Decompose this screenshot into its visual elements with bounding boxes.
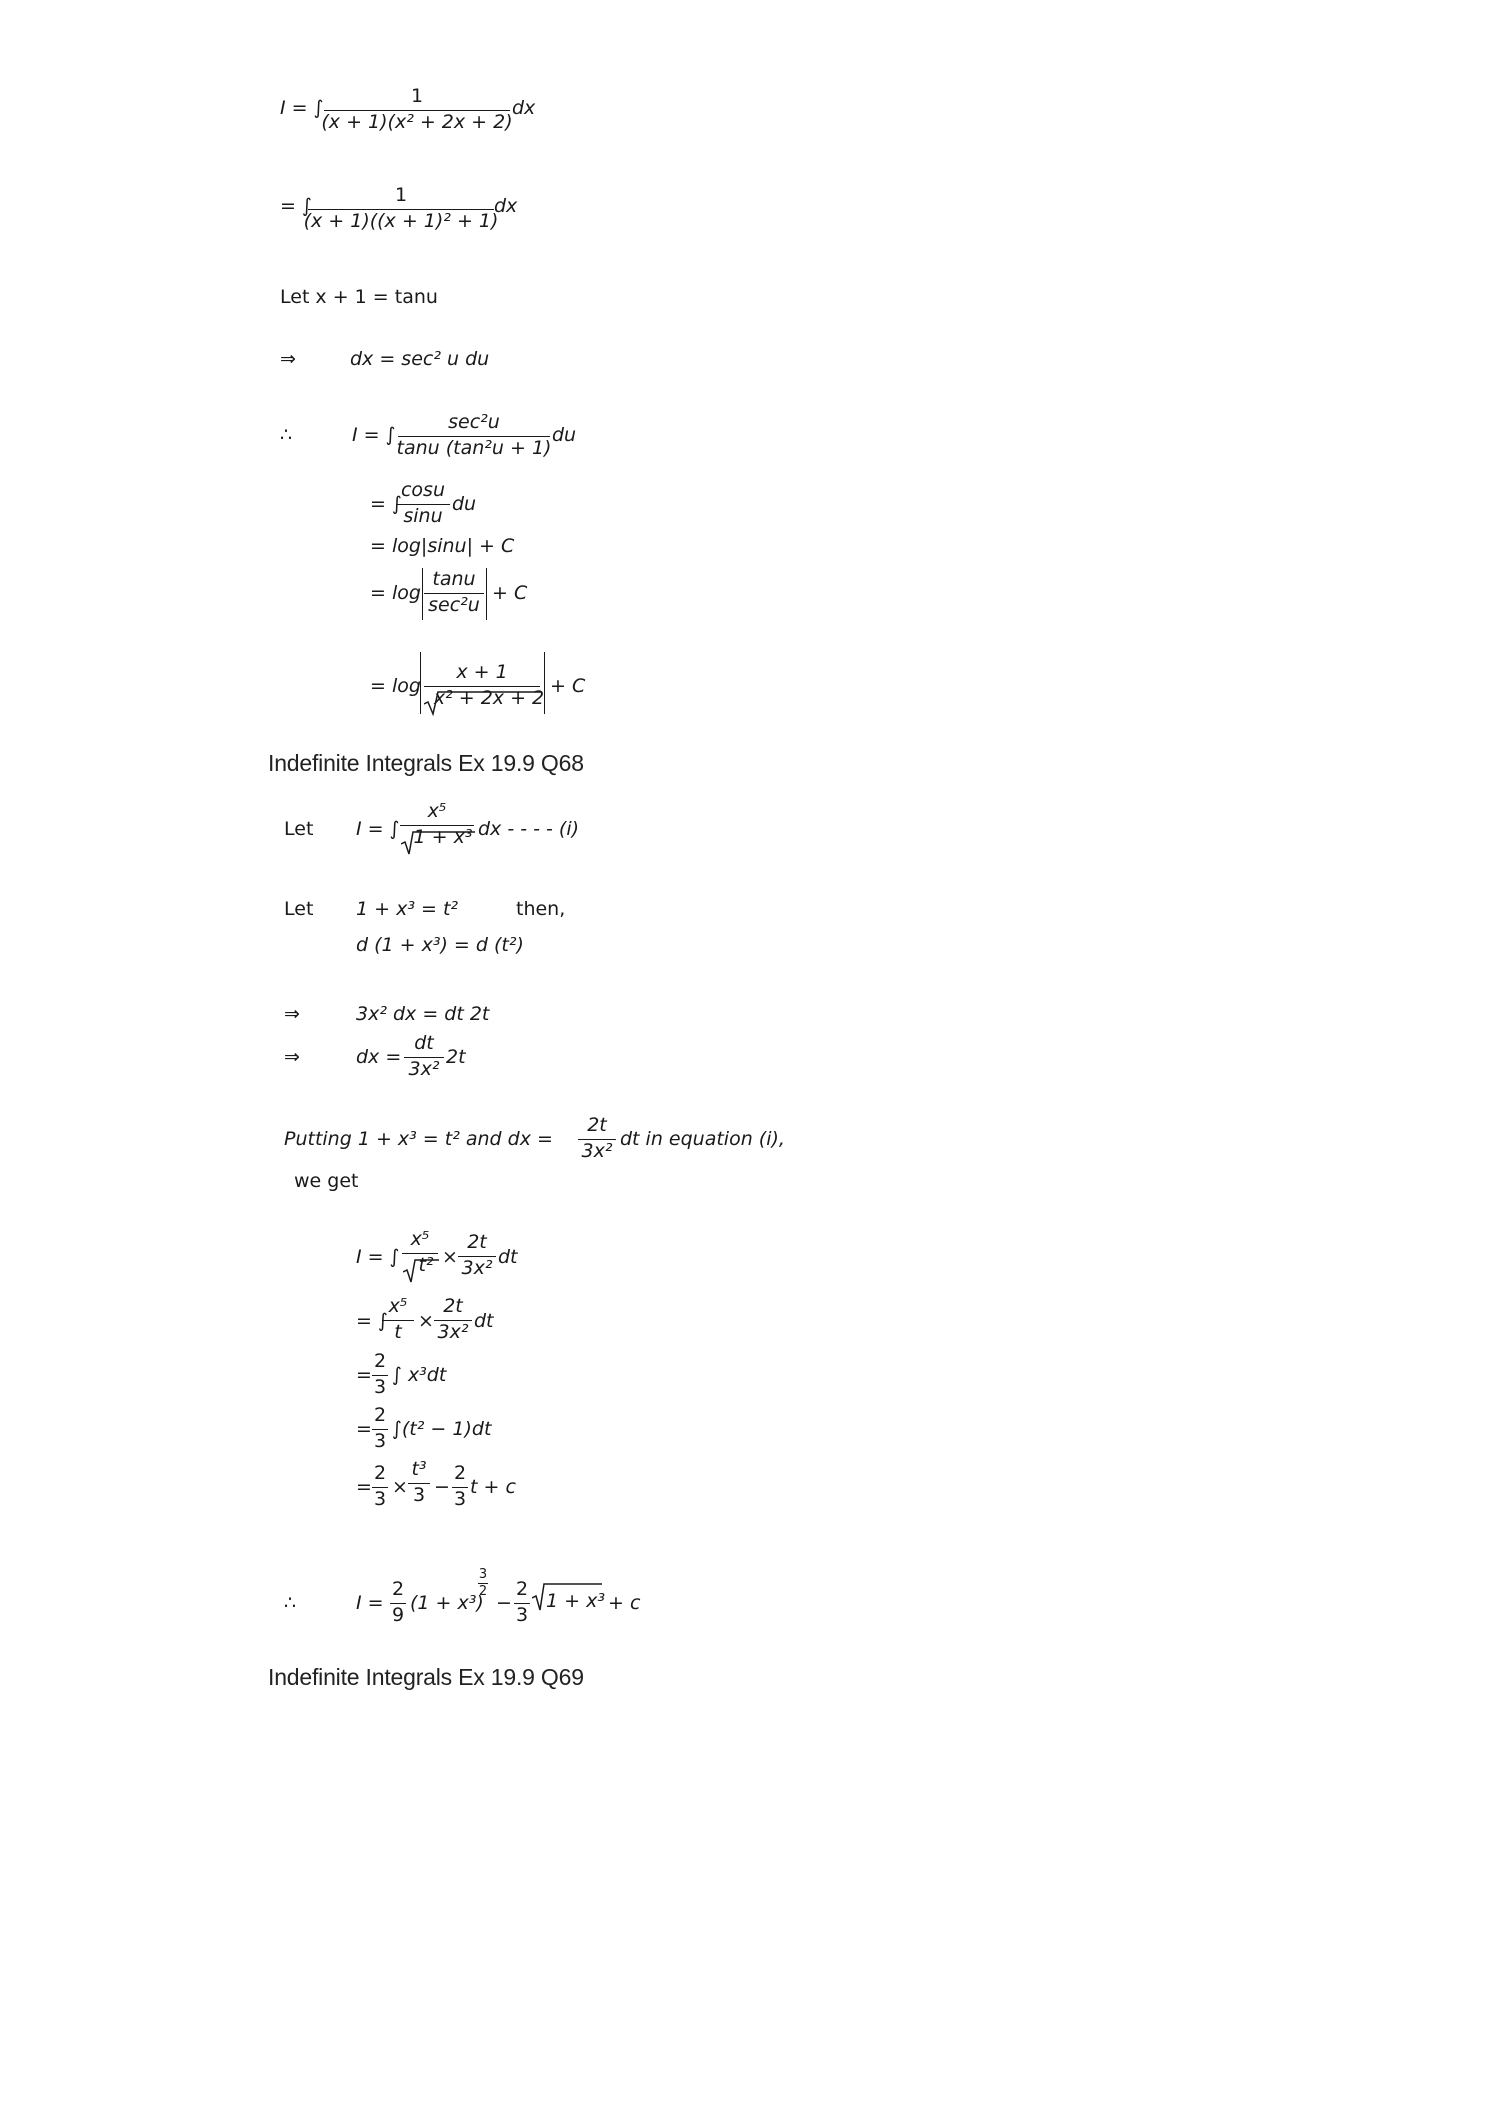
q68-r4-denominator: 3 [373,1429,387,1452]
q67-s5-sqrt-icon [424,690,544,716]
q67-s2-numerator: cosu [400,479,445,501]
q68-final-fraction-1 [390,1580,406,1626]
q67-s2-tail: du [452,493,477,515]
q68-final-minus: − [496,1592,512,1614]
q68-let1-denominator: 1 + x³ [413,825,473,848]
q68-step2-lhs: dx = [356,1046,402,1068]
q68-step2-tail: 2t [446,1046,466,1068]
q68-r3-denominator: 3 [373,1375,387,1398]
q68-r1-numerator-1: x⁵ [410,1228,430,1250]
q68-final-mid: (1 + x³) [410,1592,484,1614]
q67-s4-abs-right [486,568,487,620]
q68-r3-tail: ∫ x³dt [392,1364,447,1386]
q67-s2-fraction [396,481,450,527]
q68-r1-tail: dt [498,1246,518,1268]
q68-r5-fraction-1 [372,1464,388,1510]
q68-final-denominator-1: 9 [391,1603,405,1626]
q67-s4-numerator: tanu [432,568,476,590]
q68-r1-times: × [442,1246,458,1268]
q68-r5-tail: t + c [470,1476,516,1498]
q67-s5-abs-right [544,652,545,714]
q68-let1-sqrt-icon [401,825,477,856]
q68-r4-numerator: 2 [373,1404,387,1426]
q68-r2-numerator-2: 2t [443,1295,463,1317]
q68-final-exponent [478,1568,488,1598]
q68-r4-tail: ∫(t² − 1)dt [392,1418,492,1440]
q67-s5-lhs: = log [370,675,421,697]
q67-therefore-symbol: ∴ [280,424,293,446]
q68-putting-denominator: 3x² [581,1139,613,1162]
q67-line1-lhs: I = ∫ [280,97,324,119]
q68-putting: Putting 1 + x³ = t² and dx = [284,1128,553,1150]
q67-dx-line: dx = sec² u du [350,348,490,370]
q67-s1-denominator: tanu (tan²u + 1) [396,436,552,459]
q68-r5-fraction-3 [452,1464,468,1510]
q68-let1-lhs: I = ∫ [356,818,400,840]
q68-r2-denominator-1: t [394,1320,402,1343]
q68-r2-times: × [418,1310,434,1332]
heading-q68: Indefinite Integrals Ex 19.9 Q68 [268,750,584,776]
q68-final-tail: + c [608,1592,641,1614]
q67-s4-fraction [424,570,484,616]
q68-final-root: 1 + x³ [546,1590,605,1612]
q68-final-exponent-numerator: 3 [478,1567,488,1582]
q67-line1-fraction [321,85,513,133]
q68-let2: Let [284,898,314,920]
q68-substitution: 1 + x³ = t² [356,898,459,920]
q68-r2-numerator-1: x⁵ [388,1295,408,1317]
q67-s1-tail: du [552,424,577,446]
q68-r5-minus: − [434,1476,450,1498]
q67-s2-lhs: = ∫ [370,493,402,515]
q68-r1-lhs: I = ∫ [356,1246,400,1268]
q68-final-lhs: I = [356,1592,384,1614]
q68-putting-tail: dt in equation (i), [620,1128,785,1150]
q67-line2-lhs: = ∫ [280,195,312,217]
q67-line2-numerator: 1 [394,184,408,206]
q68-therefore-symbol: ∴ [284,1592,297,1614]
q68-r5-denominator-3: 3 [453,1487,467,1510]
q67-s2-denominator: sinu [403,504,443,527]
q67-s5-denominator: x² + 2x + 2 [433,686,545,709]
q67-s1-fraction [398,413,550,459]
q67-s4-lhs: = log [370,582,421,604]
q68-r2-tail: dt [474,1310,494,1332]
q68-r2-fraction-1 [382,1297,414,1343]
q68-r4-fraction [372,1406,388,1452]
q68-step1: 3x² dx = dt 2t [356,1003,490,1025]
q68-final-denominator-2: 3 [515,1603,529,1626]
q68-let1-numerator: x⁵ [427,800,447,822]
q68-r5-denominator-2: 3 [412,1483,426,1506]
q68-final-exponent-denominator: 2 [478,1583,488,1599]
q68-r2-lhs: = ∫ [356,1310,388,1332]
q67-s1-lhs: I = ∫ [352,424,396,446]
q68-step2-denominator: 3x² [408,1057,440,1080]
q67-s4-tail: + C [492,582,528,604]
q68-r5-denominator-1: 3 [373,1487,387,1510]
q68-final-numerator-1: 2 [391,1578,405,1600]
q68-r5-numerator-1: 2 [373,1462,387,1484]
q68-r5-numerator-3: 2 [453,1462,467,1484]
q68-r1-numerator-2: 2t [467,1231,487,1253]
q68-implies-symbol-1: ⇒ [284,1003,300,1025]
q68-r5-times: × [392,1476,408,1498]
q68-step2-numerator: dt [414,1032,434,1054]
q68-differential: d (1 + x³) = d (t²) [356,934,524,956]
q67-line1-numerator: 1 [410,85,424,107]
q67-line2-denominator: (x + 1)((x + 1)² + 1) [303,209,499,232]
q67-line2-fraction [303,184,499,232]
q68-final-fraction-2 [514,1580,530,1626]
heading-q69: Indefinite Integrals Ex 19.9 Q69 [268,1664,584,1690]
q67-line1-denominator: (x + 1)(x² + 2x + 2) [321,110,513,133]
q68-implies-symbol-2: ⇒ [284,1046,300,1068]
q68-r3-numerator: 2 [373,1350,387,1372]
q67-s4-denominator: sec²u [428,593,480,616]
q68-r1-sqrt-icon [403,1253,441,1284]
q67-line2-tail: dx [494,195,518,217]
q67-line1-tail: dx [512,97,536,119]
q67-s4-abs-left [422,568,423,620]
q68-r4-lhs: = [356,1418,372,1440]
q68-r5-numerator-2: t³ [411,1458,427,1480]
q67-s5-tail: + C [550,675,586,697]
q68-r1-fraction-2 [458,1233,496,1279]
q67-s1-numerator: sec²u [448,411,500,433]
q68-r1-denominator-1: t² [418,1253,434,1276]
q67-s5-numerator: x + 1 [456,661,508,683]
q68-r5-fraction-2 [408,1460,430,1506]
q68-r1-denominator-2: 3x² [461,1256,493,1279]
q68-r2-fraction-2 [434,1297,472,1343]
q67-let: Let x + 1 = tanu [280,286,438,308]
q68-r2-denominator-2: 3x² [437,1320,469,1343]
q68-let1-tail: dx - - - - (i) [478,818,580,840]
q68-putting-numerator: 2t [587,1114,607,1136]
q68-step2-fraction [404,1034,444,1080]
q68-r3-fraction [372,1352,388,1398]
q68-let1: Let [284,818,314,840]
q68-final-numerator-2: 2 [515,1578,529,1600]
q68-r3-lhs: = [356,1364,372,1386]
q67-implies-symbol: ⇒ [280,348,296,370]
q67-s3: = log|sinu| + C [370,535,515,557]
q68-putting-fraction [578,1116,616,1162]
q68-r5-lhs: = [356,1476,372,1498]
q68-we-get: we get [294,1170,359,1192]
q68-then: then, [516,898,566,920]
